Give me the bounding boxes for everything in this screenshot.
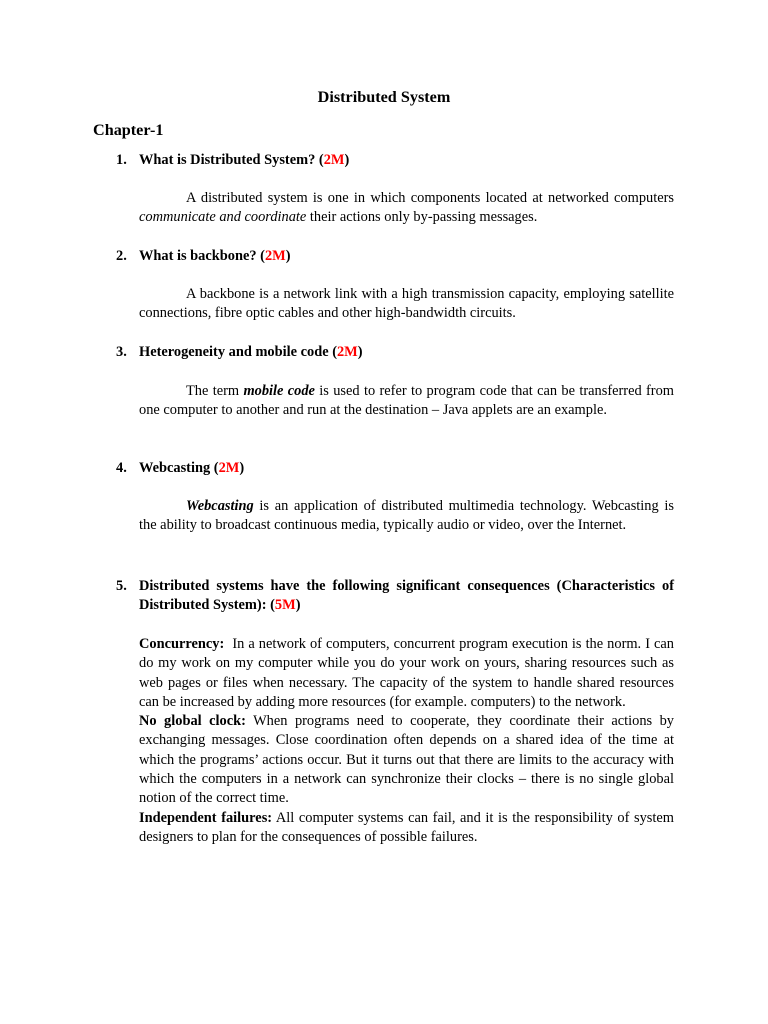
- characteristic-item: [139, 809, 674, 848]
- characteristic-label: Concurrency:: [139, 636, 225, 652]
- characteristic-text: In a network of computers, concurrent program execution is the norm. I can do my work on my computer while you do your work on yours, sharing resources such as web pages or files when necessary. The capacity of the system to handle shared resources can be increased by adding more resources (for example. computers) to the network.: [139, 636, 678, 710]
- answer-text: The term: [186, 383, 244, 399]
- marks-badge: 5M: [274, 597, 296, 614]
- answer-text: is used to refer to program code that can be transferred from one computer to another and run at the destination – Java applets are an example.: [139, 383, 674, 419]
- marks-badge: 2M: [336, 344, 358, 360]
- question-heading: What is backbone? (2M): [139, 248, 291, 264]
- answer-emphasis: mobile code: [243, 383, 315, 399]
- characteristic-label: No global clock:: [139, 713, 246, 730]
- answer-paragraph: A backbone is a network link with a high transmission capacity, employing satellite connections, fibre optic cables and other high-bandwidth circuits.: [139, 286, 674, 322]
- characteristics-list: [139, 635, 678, 847]
- answer-paragraph: [139, 382, 674, 421]
- marks-badge: 2M: [218, 460, 240, 476]
- characteristic-item: [139, 635, 678, 712]
- question-number: 5.: [116, 578, 127, 594]
- marks-badge: 2M: [323, 152, 345, 168]
- question-heading: Webcasting (2M): [139, 460, 245, 476]
- answer-text: A distributed system is one in which components located at networked computers: [186, 190, 674, 206]
- document-title: Distributed System: [317, 88, 451, 106]
- answer-text: is an application of distributed multimedia technology. Webcasting is the ability to broadcast continuous media, typically audio or video, over the Internet.: [139, 498, 674, 534]
- question-heading-text: Heterogeneity and mobile code: [139, 344, 329, 360]
- characteristic-label: Independent failures:: [139, 809, 273, 826]
- question-heading: What is Distributed System? (2M): [139, 152, 350, 168]
- question-number: 4.: [116, 460, 127, 476]
- answer-paragraph: [139, 189, 674, 228]
- question-number: 1.: [116, 152, 127, 168]
- characteristic-item: [139, 712, 674, 808]
- question-heading: Distributed systems have the following significant consequences (Characteristics of Distributed System): (5M): [139, 578, 674, 614]
- question-number: 3.: [116, 344, 127, 360]
- answer-emphasis: communicate and coordinate: [139, 209, 307, 226]
- marks-badge: 2M: [264, 248, 286, 264]
- question-heading-text: Distributed systems have the following significant consequences (Characteristics of Distributed System):: [139, 578, 674, 614]
- characteristic-text: All computer systems can fail, and it is the responsibility of system designers to plan for the consequences of possible failures.: [139, 809, 674, 845]
- question-heading: Heterogeneity and mobile code (2M): [139, 344, 363, 360]
- question-heading-text: Webcasting: [139, 460, 211, 476]
- characteristic-text: When programs need to cooperate, they coordinate their actions by exchanging messages. Close coordination often depends on a shared idea of the time at which the programs’ actions occur. But it turns out that there are limits to the accuracy with which the computers in a network can synchronize their clocks – there is no single global notion of the correct time.: [139, 713, 674, 807]
- question-heading-text: What is Distributed System?: [139, 152, 316, 168]
- question-heading-text: What is backbone?: [139, 248, 257, 264]
- chapter-heading: Chapter-1: [93, 121, 164, 139]
- answer-text: their actions only by-passing messages.: [306, 209, 538, 226]
- answer-emphasis: Webcasting: [186, 498, 254, 514]
- answer-paragraph: [139, 497, 674, 536]
- question-number: 2.: [116, 248, 127, 264]
